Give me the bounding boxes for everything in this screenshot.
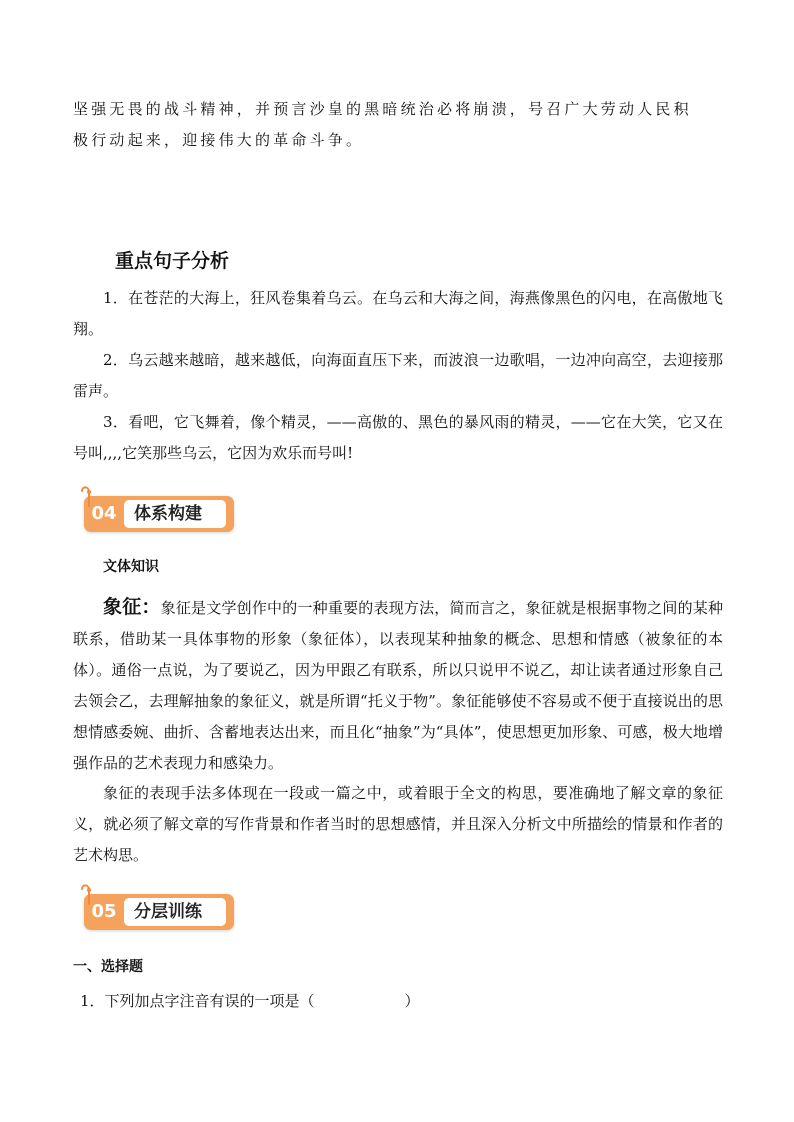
question-1-stem: 1．下列加点字注音有误的一项是（ [80,992,315,1010]
intro-line-2: 极行动起来，迎接伟大的革命斗争。 [73,131,365,149]
key-sentences-title: 重点句子分析 [115,250,230,272]
genre-knowledge-heading: 文体知识 [103,559,159,575]
symbolism-paragraph-1 [73,592,723,779]
section-label: 分层训练 [134,902,202,922]
question-1-close: ） [404,992,420,1010]
section-05-badge [78,880,238,932]
section-number: 05 [91,901,117,922]
key-sentence-1: 1．在苍茫的大海上，狂风卷集着乌云。在乌云和大海之间，海燕像黑色的闪电，在高傲地飞翔。 [73,289,723,338]
symbolism-term: 象征： [103,596,161,618]
key-sentence-3: 3．看吧，它飞舞着，像个精灵，——高傲的、黑色的暴风雨的精灵，——它在大笑，它又在号叫,,,,它笑那些乌云，它因为欢乐而号叫! [73,413,723,462]
intro-line-1: 坚强无畏的战斗精神，并预言沙皇的黑暗统治必将崩溃，号召广大劳动人民积 [73,100,692,118]
question-type-heading: 一、选择题 [73,959,143,975]
section-04-badge [78,482,238,534]
question-1 [80,986,420,1017]
symbolism-paragraph-2: 象征的表现手法多体现在一段或一篇之中，或着眼于全文的构思，要准确地了解文章的象征义，就必须了解文章的写作背景和作者当时的思想感情，并且深入分析文中所描绘的情景和作者的艺术构思。 [73,784,723,864]
key-sentence-2: 2．乌云越来越暗，越来越低，向海面直压下来，而波浪一边歌唱，一边冲向高空，去迎接那雷声。 [73,351,723,400]
section-label: 体系构建 [134,504,202,524]
section-number: 04 [91,503,117,524]
symbolism-text: 象征是文学创作中的一种重要的表现方法，简而言之，象征就是根据事物之间的某种联系，借助某一具体事物的形象（象征体），以表现某种抽象的概念、思想和情感（被象征的本体）。通俗一点说，为了要说乙，因为甲跟乙有联系，所以只说甲不说乙，却让读者通过形象自己去领会乙，去理解抽象的象征义，就是所谓“托义于物”。象征能够使不容易或不便于直接说出的思想情感委婉、曲折、含蓄地表达出来，而且化“抽象”为“具体”，使思想更加形象、可感，极大地增强作品的艺术表现力和感染力。 [73,599,723,772]
